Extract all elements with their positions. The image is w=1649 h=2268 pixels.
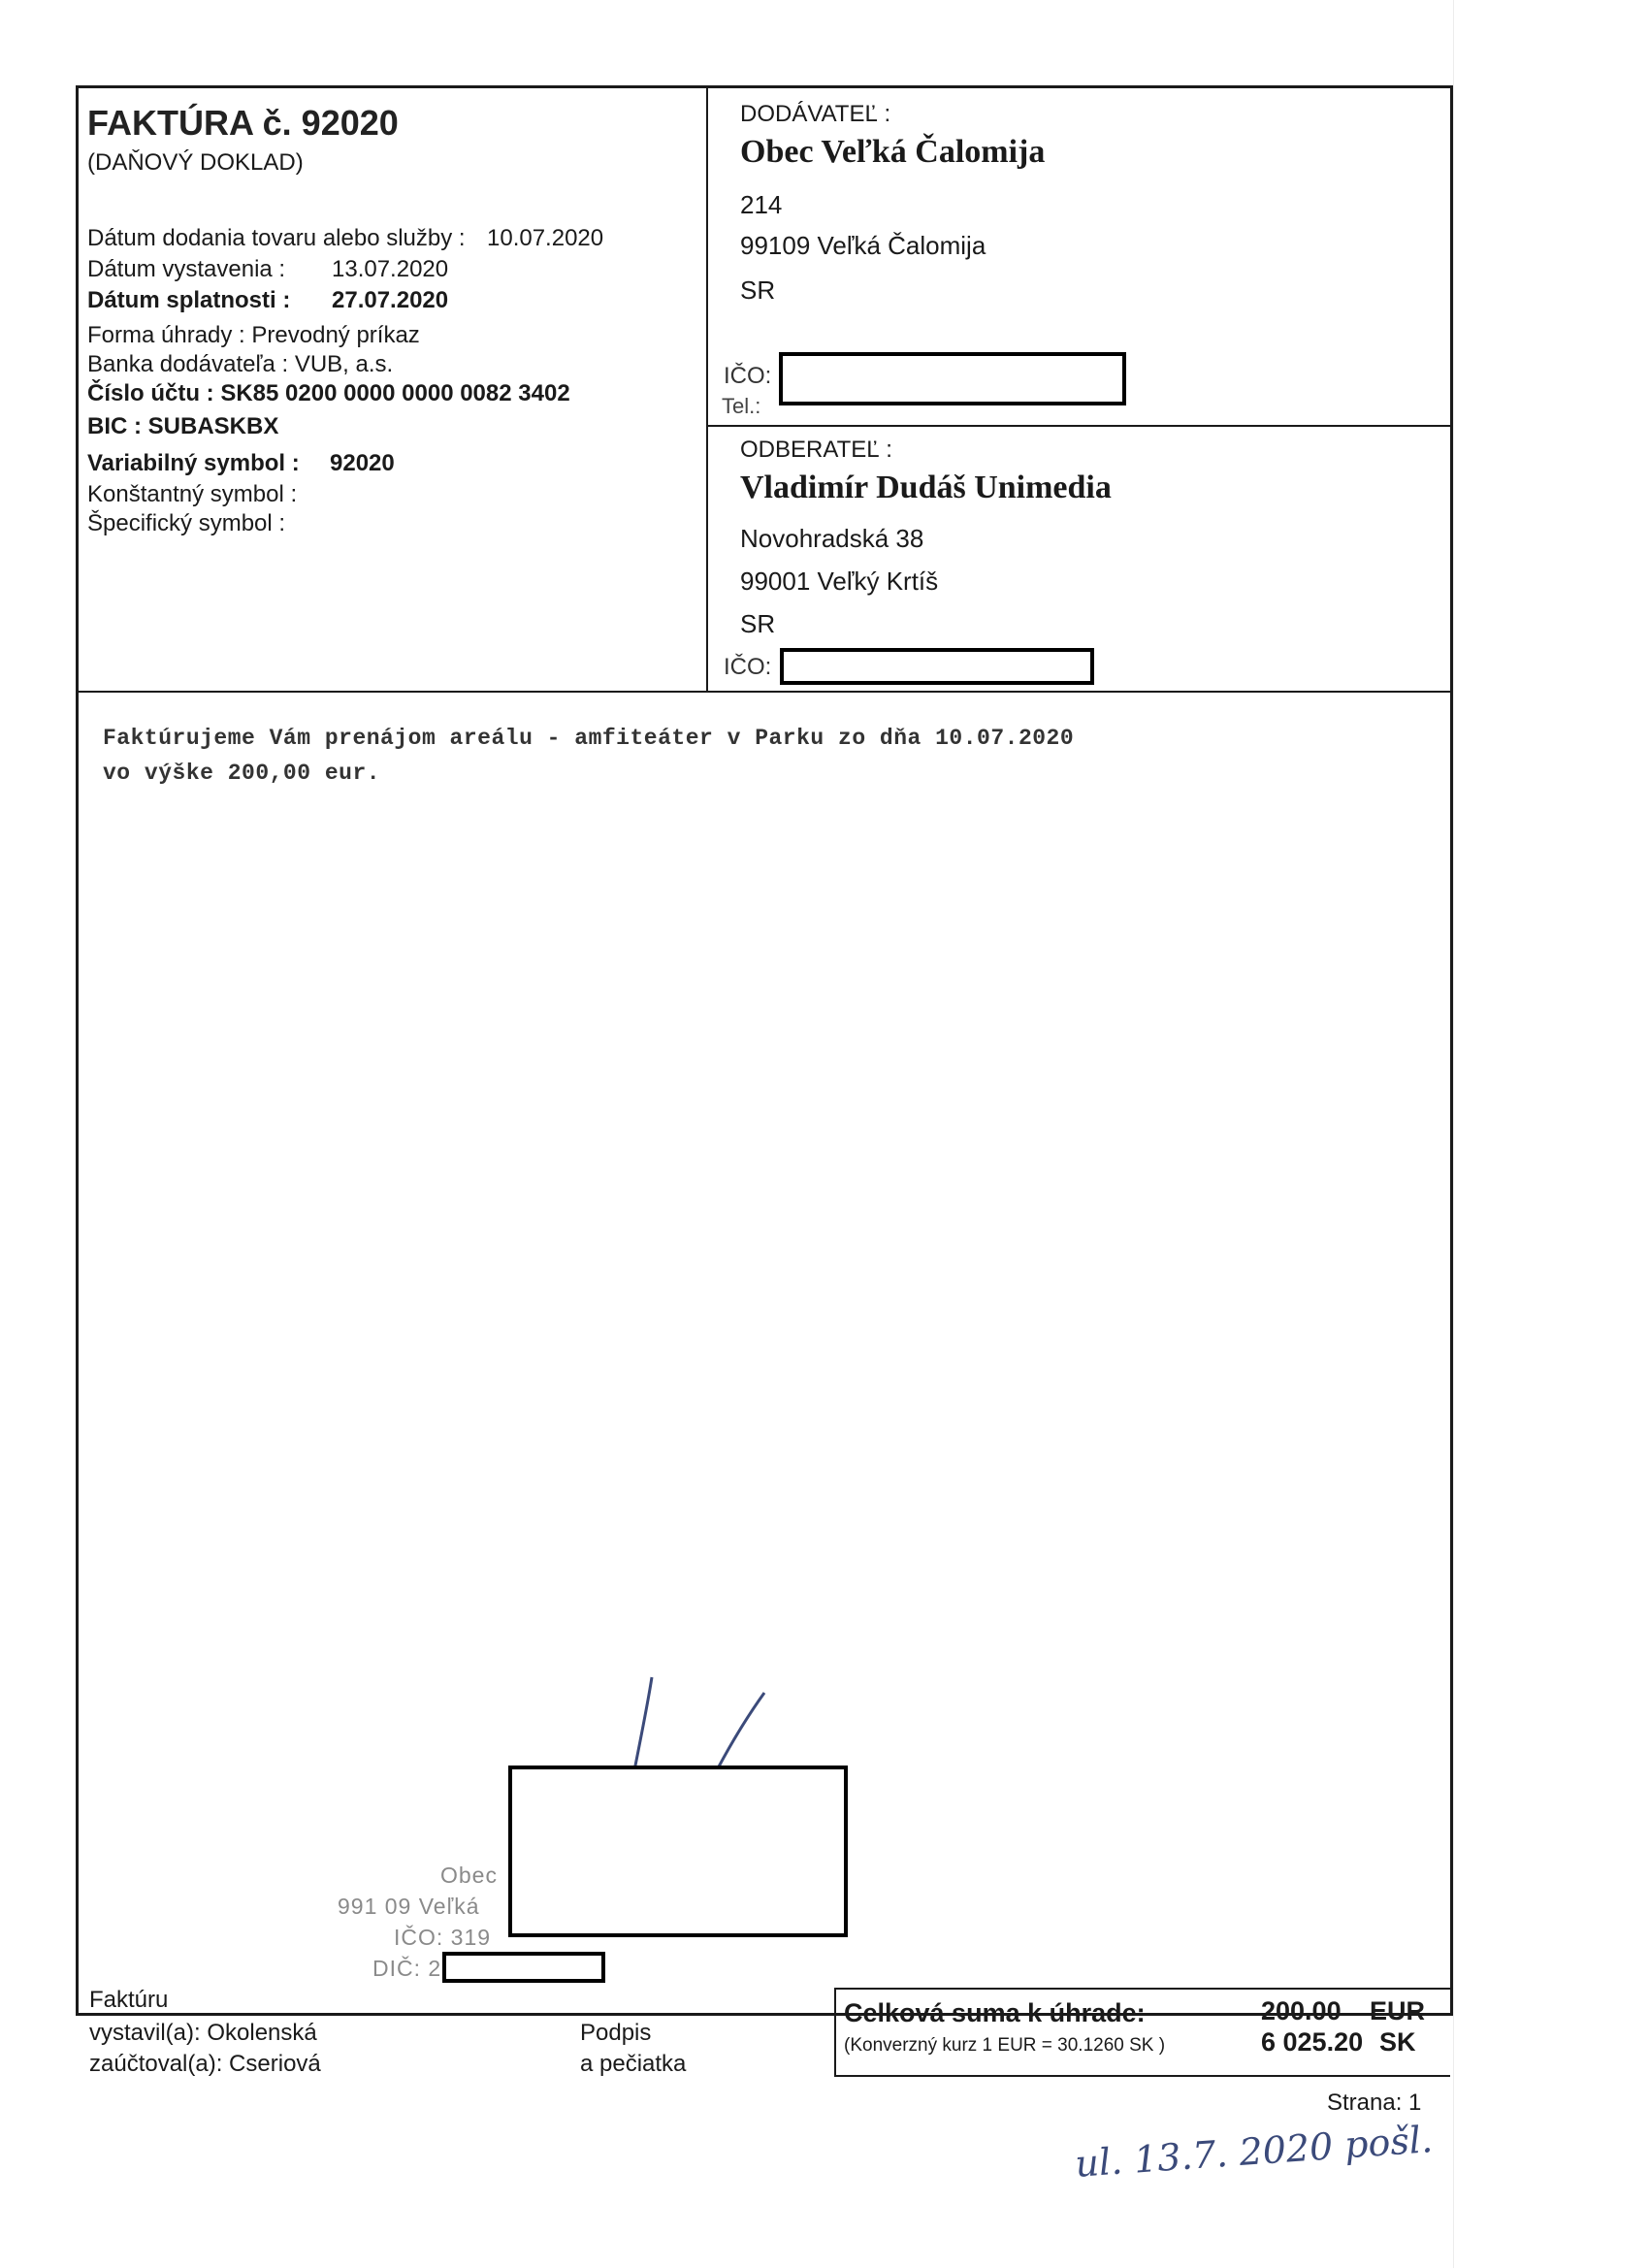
supplier-street: 214	[740, 190, 783, 219]
frame-top	[76, 85, 1453, 88]
customer-city: 99001 Veľký Krtíš	[740, 567, 939, 596]
total-label: Celková suma k úhrade:	[844, 1998, 1146, 2027]
delivery-date-label: Dátum dodania tovaru alebo služby :	[87, 225, 466, 251]
supplier-name: Obec Veľká Čalomija	[740, 134, 1046, 170]
redaction-supplier-ico	[779, 352, 1126, 405]
stamp-line-1: Obec	[440, 1863, 498, 1888]
specific-symbol: Špecifický symbol :	[87, 510, 286, 536]
customer-ico-label: IČO:	[724, 654, 772, 680]
supplier-city: 99109 Veľká Čalomija	[740, 231, 986, 260]
invoice-subtitle: (DAŇOVÝ DOKLAD)	[87, 149, 304, 176]
customer-heading: ODBERATEĽ :	[740, 437, 892, 463]
redaction-customer-ico	[780, 648, 1094, 685]
total-sk: 6 025.20	[1261, 2027, 1364, 2057]
customer-name: Vladimír Dudáš Unimedia	[740, 470, 1112, 505]
frame-left	[76, 85, 79, 2016]
signature-label-2: a pečiatka	[580, 2051, 687, 2077]
scan-edge	[1453, 0, 1454, 2268]
account-number: Číslo účtu : SK85 0200 0000 0000 0082 3402	[87, 380, 570, 406]
total-eur: 200.00	[1261, 1996, 1342, 2025]
handwritten-note: ul. 13.7. 2020 pošl.	[1073, 2118, 1435, 2186]
issue-date: 13.07.2020	[332, 256, 449, 282]
delivery-date: 10.07.2020	[487, 225, 604, 251]
redaction-dic	[442, 1952, 605, 1983]
due-date-label: Dátum splatnosti :	[87, 287, 291, 313]
conversion-rate: (Konverzný kurz 1 EUR = 30.1260 SK )	[844, 2035, 1166, 2056]
redaction-stamp	[508, 1766, 848, 1937]
page-number: Strana: 1	[1327, 2090, 1422, 2116]
supplier-ico-label: IČO:	[724, 363, 772, 389]
payment-form: Forma úhrady : Prevodný príkaz	[87, 322, 420, 348]
stamp-line-2: 991 09 Veľká	[338, 1894, 480, 1919]
footer-booked-by: zaúčtoval(a): Cseriová	[89, 2051, 321, 2077]
variable-symbol-label: Variabilný symbol :	[87, 450, 300, 476]
currency-eur: EUR	[1370, 1996, 1426, 2025]
signature-label-1: Podpis	[580, 2020, 652, 2046]
body-line-2: vo výške 200,00 eur.	[103, 761, 381, 786]
constant-symbol: Konštantný symbol :	[87, 481, 298, 507]
header-vertical-divider	[706, 85, 708, 692]
stamp-line-3: IČO: 319	[394, 1925, 492, 1950]
due-date: 27.07.2020	[332, 287, 449, 313]
supplier-country: SR	[740, 275, 776, 305]
supplier-customer-divider	[706, 425, 1451, 427]
footer-issued-by: vystavil(a): Okolenská	[89, 2020, 317, 2046]
invoice-title: FAKTÚRA č. 92020	[87, 103, 399, 143]
bic: BIC : SUBASKBX	[87, 413, 279, 439]
body-line-1: Faktúrujeme Vám prenájom areálu - amfiteáter v Parku zo dňa 10.07.2020	[103, 726, 1075, 751]
header-divider	[76, 691, 1453, 693]
stamp-line-4: DIČ: 2	[372, 1956, 442, 1981]
customer-country: SR	[740, 609, 776, 638]
bank: Banka dodávateľa : VUB, a.s.	[87, 351, 394, 377]
currency-sk: SK	[1379, 2027, 1416, 2057]
supplier-tel-label: Tel.:	[722, 394, 761, 418]
customer-street: Novohradská 38	[740, 524, 924, 553]
supplier-heading: DODÁVATEĽ :	[740, 101, 891, 127]
issue-date-label: Dátum vystavenia :	[87, 256, 286, 282]
variable-symbol: 92020	[330, 450, 395, 476]
footer-invoice-word: Faktúru	[89, 1987, 169, 2013]
